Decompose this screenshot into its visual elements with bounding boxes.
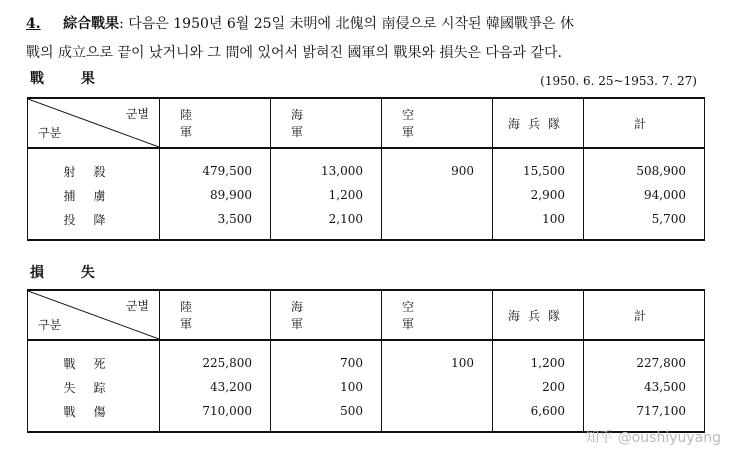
cell: 1,200 xyxy=(493,340,584,375)
row-label: 戰傷 xyxy=(28,399,160,432)
cell: 15,500 xyxy=(493,148,584,183)
row-label: 射殺 xyxy=(28,148,160,183)
row-label: 投降 xyxy=(28,207,160,240)
cell: 100 xyxy=(493,207,584,240)
cell: 1,200 xyxy=(271,183,382,207)
corner-top-label: 군별 xyxy=(125,107,149,121)
cell: 717,100 xyxy=(584,399,705,432)
cell: 500 xyxy=(271,399,382,432)
corner-bottom-label: 구분 xyxy=(38,318,62,332)
table-row xyxy=(28,207,705,240)
cell: 100 xyxy=(382,340,493,375)
cell: 43,200 xyxy=(160,375,271,399)
col-airforce: 空 軍 xyxy=(382,98,493,148)
cell xyxy=(382,399,493,432)
losses-header-row xyxy=(28,290,705,340)
cell: 3,500 xyxy=(160,207,271,240)
cell: 6,600 xyxy=(493,399,584,432)
cell: 200 xyxy=(493,375,584,399)
cell: 225,800 xyxy=(160,340,271,375)
results-heading: 戰 果 xyxy=(30,71,111,87)
row-label: 失踪 xyxy=(28,375,160,399)
intro-paragraph xyxy=(26,10,716,68)
intro-line-1 xyxy=(26,10,716,39)
cell: 94,000 xyxy=(584,183,705,207)
cell: 43,500 xyxy=(584,375,705,399)
row-label: 戰死 xyxy=(28,340,160,375)
losses-table xyxy=(27,289,705,433)
col-marines: 海兵隊 xyxy=(493,290,584,340)
cell xyxy=(382,207,493,240)
results-period: (1950. 6. 25~1953. 7. 27) xyxy=(540,74,697,88)
row-label: 捕虜 xyxy=(28,183,160,207)
table-row xyxy=(28,183,705,207)
section-number: 4. xyxy=(26,16,41,32)
col-total: 計 xyxy=(584,290,705,340)
col-army: 陸 軍 xyxy=(160,290,271,340)
cell: 2,100 xyxy=(271,207,382,240)
cell: 479,500 xyxy=(160,148,271,183)
cell xyxy=(382,375,493,399)
cell xyxy=(382,183,493,207)
losses-corner-cell xyxy=(28,290,160,340)
col-airforce: 空 軍 xyxy=(382,290,493,340)
col-navy: 海 軍 xyxy=(271,290,382,340)
corner-top-label: 군별 xyxy=(125,299,149,313)
cell: 13,000 xyxy=(271,148,382,183)
table-row xyxy=(28,340,705,375)
intro-text: : 다음은 1950년 6월 25일 未明에 北傀의 南侵으로 시작된 韓國戰爭은 休 xyxy=(119,16,574,32)
table-row xyxy=(28,148,705,183)
results-table xyxy=(27,97,705,241)
table-row xyxy=(28,375,705,399)
intro-line-2: 戰의 成立으로 끝이 났거니와 그 間에 있어서 밝혀진 國軍의 戰果와 損失은 다음과 같다. xyxy=(26,45,562,61)
results-header-row xyxy=(28,98,705,148)
cell: 2,900 xyxy=(493,183,584,207)
col-total: 計 xyxy=(584,98,705,148)
results-corner-cell xyxy=(28,98,160,148)
section-title: 綜合戰果 xyxy=(63,16,120,32)
col-marines: 海兵隊 xyxy=(493,98,584,148)
watermark: 知乎 @oushiyuyang xyxy=(585,430,721,446)
cell: 5,700 xyxy=(584,207,705,240)
losses-heading: 損 失 xyxy=(30,265,111,281)
cell: 100 xyxy=(271,375,382,399)
cell: 227,800 xyxy=(584,340,705,375)
cell: 700 xyxy=(271,340,382,375)
col-army: 陸 軍 xyxy=(160,98,271,148)
cell: 900 xyxy=(382,148,493,183)
cell: 710,000 xyxy=(160,399,271,432)
corner-bottom-label: 구분 xyxy=(38,126,62,140)
cell: 508,900 xyxy=(584,148,705,183)
col-navy: 海 軍 xyxy=(271,98,382,148)
cell: 89,900 xyxy=(160,183,271,207)
